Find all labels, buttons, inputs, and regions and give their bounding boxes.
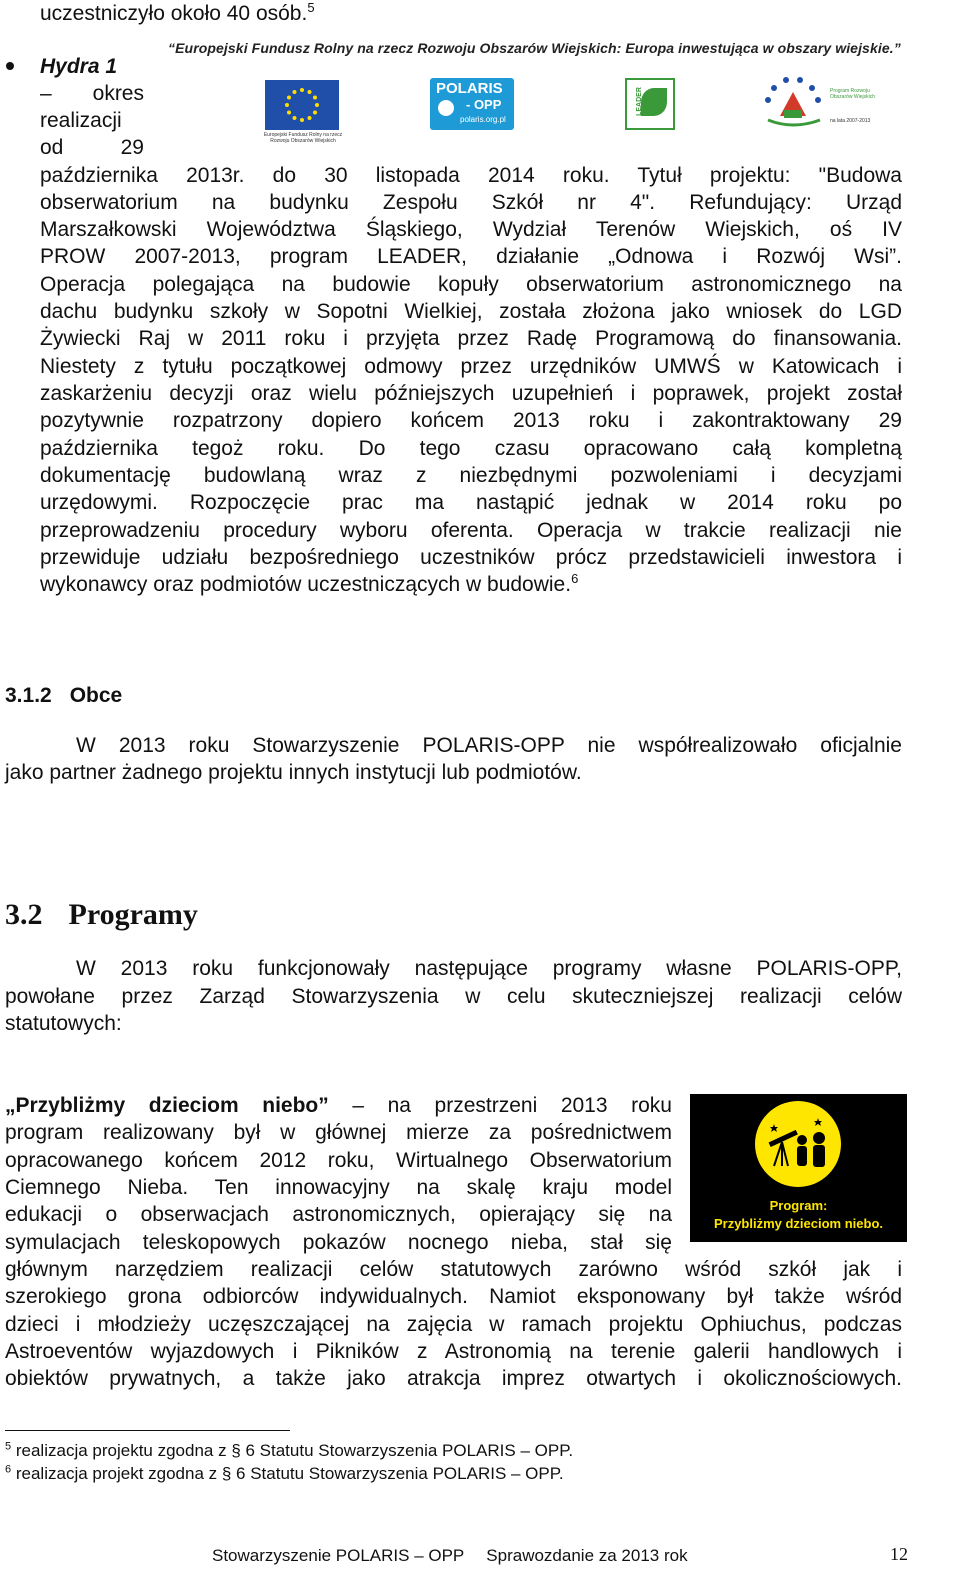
paragraph-line: statutowych: bbox=[5, 1012, 122, 1035]
section-heading-312 bbox=[5, 682, 122, 709]
page-footer bbox=[212, 1546, 688, 1566]
program-line: program realizowany był w głównej mierze za pośrednictwem bbox=[5, 1121, 672, 1144]
bullet-line: – okres bbox=[40, 82, 144, 105]
program-line: Ciemnego Nieba. Ten innowacyjny na skalę kraju model bbox=[5, 1176, 672, 1199]
section-number: 3.1.2 bbox=[5, 684, 52, 707]
program-line: dzieci i młodzieży uczęszczającej na zajęcia w ramach projektu Ophiuchus, podczas bbox=[5, 1313, 902, 1336]
leader-logo bbox=[625, 78, 675, 130]
bullet-project-name bbox=[40, 53, 117, 80]
bullet-line: przeprowadzeniu procedury wyboru oferenta. Operacja w trakcie realizacji nie bbox=[40, 519, 902, 542]
bullet-line: października 2013r. do 30 listopada 2014 roku. Tytuł projektu: "Budowa bbox=[40, 164, 902, 187]
bullet-line: PROW 2007-2013, program LEADER, działanie „Odnowa i Rozwój Wsi”. bbox=[40, 245, 902, 268]
polaris-logo bbox=[430, 78, 514, 130]
footer-right: Sprawozdanie za 2013 rok bbox=[486, 1546, 688, 1565]
paragraph-line: powołane przez Zarząd Stowarzyszenia w celu skuteczniejszej realizacji celów bbox=[5, 985, 902, 1008]
eu-star-icon bbox=[300, 88, 304, 92]
footer-left: Stowarzyszenie POLARIS – OPP bbox=[212, 1546, 465, 1565]
banner-slogan: “Europejski Fundusz Rolny na rzecz Rozwoju Obszarów Wiejskich: Europa inwestująca w obszary wiejskie.” bbox=[168, 40, 901, 56]
program-logo-line2: Przybliżmy dzieciom niebo. bbox=[713, 1216, 884, 1231]
program-first-line bbox=[5, 1092, 672, 1119]
footnote-5 bbox=[5, 1440, 573, 1462]
section-title: Obce bbox=[69, 684, 123, 707]
section-number: 3.2 bbox=[5, 898, 43, 931]
stargazers-icon bbox=[690, 1094, 907, 1194]
prow-logo-years: na lata 2007-2013 bbox=[830, 118, 871, 124]
bullet-line: Niestety z tytułu początkowej odmowy przez urzędników UMWŚ w Katowicach i bbox=[40, 355, 902, 378]
program-logo bbox=[690, 1094, 907, 1242]
page-number: 12 bbox=[890, 1544, 908, 1564]
eu-star-icon bbox=[313, 96, 317, 100]
section-title: Programy bbox=[68, 898, 198, 931]
prow-logo bbox=[760, 70, 880, 132]
bullet-line: realizacji bbox=[40, 109, 122, 132]
bullet-line: Żywiecki Raj w 2011 roku i przyjęta przez Radę Programową do finansowania. bbox=[40, 327, 902, 350]
footnote-number: 6 bbox=[5, 1463, 12, 1476]
eu-star-icon bbox=[287, 111, 291, 115]
program-line: głównym narzędziem realizacji celów statutowych zarówno wśród szkół jak i bbox=[5, 1258, 902, 1281]
section-heading-32 bbox=[5, 896, 198, 934]
eu-star-icon bbox=[293, 90, 297, 94]
bullet-line: od 29 bbox=[40, 136, 144, 159]
planet-icon bbox=[438, 100, 454, 116]
eu-star-icon bbox=[285, 103, 289, 107]
program-line: Astroeventów wyjazdowych i Pikników z Astronomią na terenie galerii handlowych i bbox=[5, 1340, 902, 1363]
eu-star-icon bbox=[315, 103, 319, 107]
eu-star-icon bbox=[313, 111, 317, 115]
bullet-dot bbox=[6, 62, 14, 70]
program-first-line-rest: – na przestrzeni 2013 roku bbox=[352, 1094, 672, 1117]
polaris-logo-url: polaris.org.pl bbox=[460, 115, 506, 124]
bullet-line: Marszałkowski Województwa Śląskiego, Wydział Terenów Wiejskich, oś IV bbox=[40, 218, 902, 241]
polaris-logo-sub: - OPP bbox=[466, 97, 502, 112]
prow-logo-label: Program Rozwoju Obszarów Wiejskich bbox=[830, 88, 876, 100]
bullet-last-line bbox=[40, 571, 578, 598]
footnote-ref-6: 6 bbox=[571, 571, 579, 586]
leader-logo-label: LEADER bbox=[635, 87, 643, 116]
bullet-line: Operacja polegająca na budowie kopuły obserwatorium astronomicznego na bbox=[40, 273, 902, 296]
bullet-line: dachu budynku szkoły w Sopotni Wielkiej, została złożona jako wniosek do LGD bbox=[40, 300, 902, 323]
eu-caption: Europejski Fundusz Rolny na rzecz Rozwoju Obszarów Wiejskich bbox=[263, 132, 343, 144]
project-name: Hydra 1 bbox=[40, 55, 118, 78]
footnote-text: realizacja projekt zgodna z § 6 Statutu Stowarzyszenia POLARIS – OPP. bbox=[15, 1464, 564, 1483]
eu-flag-logo bbox=[265, 80, 339, 130]
bullet-line: pozytywnie rozpatrzony dopiero końcem 2013 roku i zakontraktowany 29 bbox=[40, 409, 902, 432]
footnote-ref-5: 5 bbox=[307, 0, 315, 15]
program-line: szerokiego grona odbiorców indywidualnych. Namiot eksponowany był także wśród bbox=[5, 1285, 902, 1308]
leader-leaf-icon bbox=[641, 88, 667, 116]
eu-star-icon bbox=[300, 118, 304, 122]
footnote-text: realizacja projektu zgodna z § 6 Statutu Stowarzyszenia POLARIS – OPP. bbox=[15, 1441, 574, 1460]
eu-star-icon bbox=[308, 116, 312, 120]
bullet-line: wykonawcy oraz podmiotów uczestniczących w budowie. bbox=[40, 573, 572, 596]
bullet-line: dokumentację budowlaną wraz z niezbędnymi pozwoleniami i decyzjami bbox=[40, 464, 902, 487]
program-name: „Przybliżmy dzieciom niebo” bbox=[5, 1094, 329, 1117]
bullet-line: października tegoż roku. Do tego czasu opracowano całą kompletną bbox=[40, 437, 902, 460]
footnote-number: 5 bbox=[5, 1440, 12, 1453]
program-line: symulacjach teleskopowych pokazów nocnego nieba, stał się bbox=[5, 1231, 672, 1254]
eu-star-icon bbox=[308, 90, 312, 94]
top-line bbox=[40, 0, 315, 27]
top-line-text: uczestniczyło około 40 osób. bbox=[40, 2, 308, 25]
footnote-separator bbox=[5, 1430, 290, 1431]
program-line: edukacji o obserwacjach astronomicznych, opierający się na bbox=[5, 1203, 672, 1226]
bullet-line: zaskarżeniu decyzji oraz wielu późniejszych uzupełnień i poprawek, projekt został bbox=[40, 382, 902, 405]
footnote-6 bbox=[5, 1463, 564, 1485]
polaris-logo-name: POLARIS bbox=[436, 80, 503, 97]
eu-star-icon bbox=[287, 96, 291, 100]
bullet-line: przewiduje udziału bezpośredniego uczestników prócz przedstawicieli inwestora i bbox=[40, 546, 902, 569]
eu-star-icon bbox=[293, 116, 297, 120]
program-line: opracowanego końcem 2012 roku, Wirtualnego Obserwatorium bbox=[5, 1149, 672, 1172]
paragraph-line: W 2013 roku Stowarzyszenie POLARIS-OPP nie współrealizowało oficjalnie bbox=[76, 734, 902, 757]
paragraph-line: W 2013 roku funkcjonowały następujące programy własne POLARIS-OPP, bbox=[76, 957, 902, 980]
bullet-line: obserwatorium na budynku Zespołu Szkół nr 4". Refundujący: Urząd bbox=[40, 191, 902, 214]
program-logo-line1: Program: bbox=[769, 1198, 828, 1213]
bullet-line: urzędowymi. Rozpoczęcie prac ma nastąpić jednak w 2014 roku po bbox=[40, 491, 902, 514]
paragraph-line: jako partner żadnego projektu innych instytucji lub podmiotów. bbox=[5, 761, 582, 784]
program-line: obiektów prywatnych, a także jako atrakcja imprez otwartych i okolicznościowych. bbox=[5, 1367, 902, 1390]
